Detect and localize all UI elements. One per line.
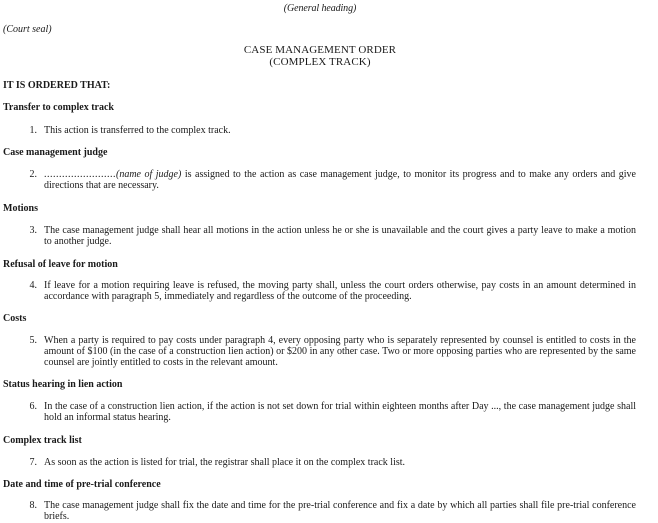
section-heading-motions: Motions [3, 203, 38, 214]
ordered-statement: IT IS ORDERED THAT: [3, 80, 111, 91]
item-text: If leave for a motion requiring leave is refused, the moving party shall, unless the court orders otherwise, pay costs in an amount determined in accordance with paragraph 5, immediately and regardless of the outcome of the proceeding. [44, 280, 636, 302]
judge-name-placeholder: (name of judge) [116, 169, 182, 180]
section-heading-costs: Costs [3, 313, 27, 324]
item-number: 6. [29, 401, 37, 412]
section-heading-transfer: Transfer to complex track [3, 102, 114, 113]
item-number: 4. [29, 280, 37, 291]
item-text: The case management judge shall fix the date and time for the pre-trial conference and fix a date by which all parties shall file pre-trial conference briefs. [44, 500, 636, 522]
item-text: In the case of a construction lien action, if the action is not set down for trial within eighteen months after Day ..., the case management judge shall hold an informal status hearing. [44, 401, 636, 423]
section-heading-status-hearing: Status hearing in lien action [3, 379, 123, 390]
item-text [44, 169, 636, 191]
item-number: 5. [29, 335, 37, 346]
general-heading: (General heading) [283, 3, 357, 14]
item-number: 3. [29, 225, 37, 236]
court-seal: (Court seal) [3, 24, 52, 35]
item-text: This action is transferred to the complex track. [44, 125, 231, 136]
item-number: 7. [29, 457, 37, 468]
order-title: CASE MANAGEMENT ORDER [243, 44, 397, 56]
judge-name-blank: ........................ [44, 169, 116, 180]
item-text-rest: is assigned to the action as case management judge, to monitor its progress and to make any orders and give directions that are necessary. [44, 169, 636, 191]
order-subtitle: (COMPLEX TRACK) [269, 56, 371, 68]
item-text: When a party is required to pay costs under paragraph 4, every opposing party who is separately represented by counsel is entitled to costs in the amount of $100 (in the case of a construction lien action) or $200 in any other case. Two or more opposing parties who are represented by the same counsel are jointly entitled to costs in the relevant amount. [44, 335, 636, 368]
section-heading-complex-track-list: Complex track list [3, 435, 82, 446]
item-text: As soon as the action is listed for trial, the registrar shall place it on the complex track list. [44, 457, 406, 468]
section-heading-pretrial-conference: Date and time of pre-trial conference [3, 479, 161, 490]
item-number: 1. [29, 125, 37, 136]
section-heading-refusal: Refusal of leave for motion [3, 259, 118, 270]
item-number: 8. [29, 500, 37, 511]
item-number: 2. [29, 169, 37, 180]
item-text: The case management judge shall hear all motions in the action unless he or she is unavailable and the court gives a party leave to make a motion to another judge. [44, 225, 636, 247]
section-heading-case-management-judge: Case management judge [3, 147, 108, 158]
